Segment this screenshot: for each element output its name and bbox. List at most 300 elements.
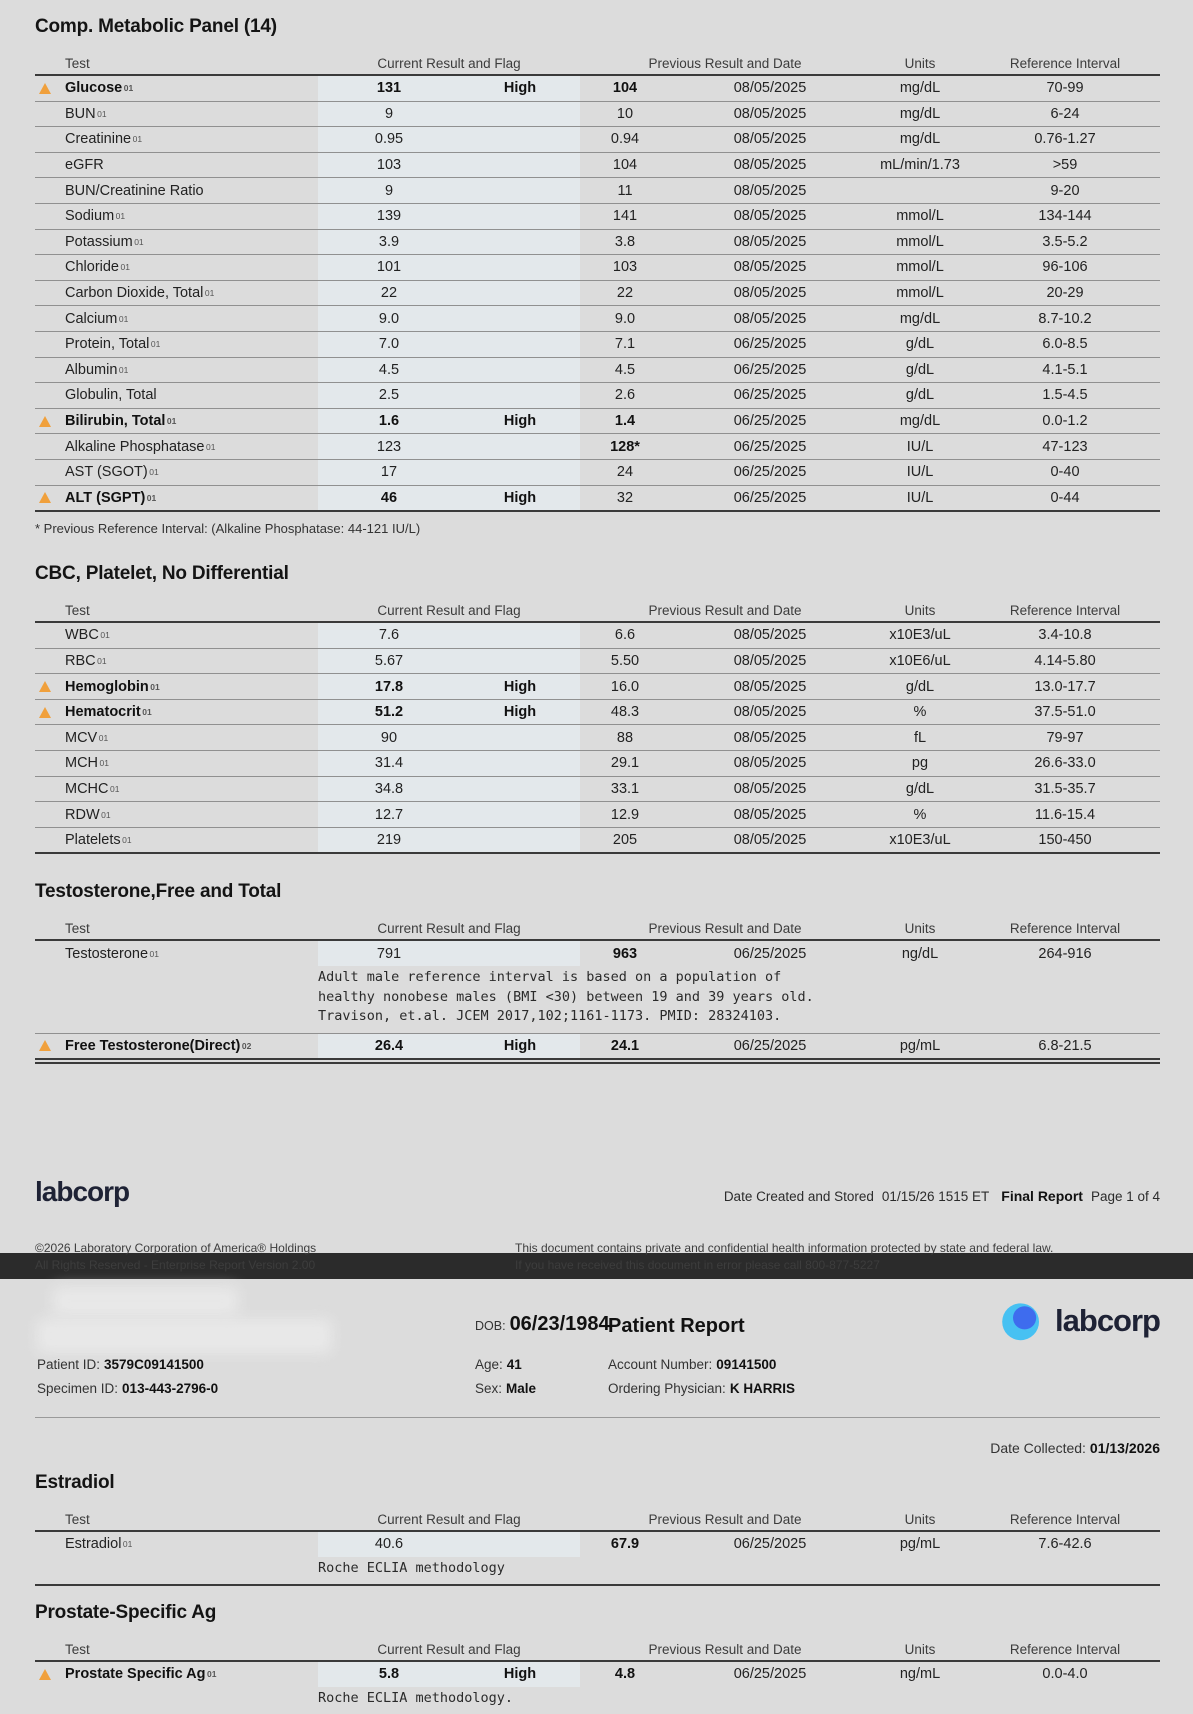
current-result: 3.9 (318, 230, 460, 255)
flag-marker-cell (35, 486, 65, 511)
section-title: Prostate-Specific Ag (35, 1602, 217, 1624)
result-flag (460, 127, 580, 152)
flag-marker-cell (35, 358, 65, 383)
previous-date: 08/05/2025 (733, 678, 807, 695)
result-note: Roche ECLIA methodology. (318, 1689, 514, 1706)
current-result: 103 (318, 153, 460, 178)
units: IU/L (906, 464, 934, 481)
previous-result: 963 (612, 945, 638, 962)
flag-marker-cell (35, 281, 65, 306)
column-header-reference-interval: Reference Interval (1009, 1512, 1121, 1527)
lab-result-section (35, 563, 1160, 854)
reference-interval: 0.0-1.2 (1042, 413, 1088, 430)
result-flag: High (460, 486, 580, 511)
current-result: 1.6 (318, 409, 460, 434)
previous-result: 103 (612, 259, 638, 276)
reference-interval: 0-40 (1050, 464, 1080, 481)
previous-result: 3.8 (614, 233, 636, 250)
copyright-block (35, 1240, 316, 1273)
previous-result: 24.1 (610, 1037, 640, 1054)
reference-interval: 3.5-5.2 (1042, 233, 1088, 250)
result-flag: High (460, 674, 580, 699)
high-flag-icon (39, 707, 51, 718)
section-title: CBC, Platelet, No Differential (35, 563, 289, 585)
column-header-units: Units (904, 603, 936, 619)
test-name: Free Testosterone(Direct) 02 (65, 1037, 252, 1054)
result-flag (460, 1532, 580, 1557)
result-flag: High (460, 700, 580, 725)
previous-result: 141 (612, 208, 638, 225)
test-name: Estradiol 01 (65, 1536, 133, 1553)
result-flag: High (460, 76, 580, 101)
units: % (913, 704, 927, 721)
previous-date: 06/25/2025 (733, 489, 807, 506)
current-result: 40.6 (318, 1532, 460, 1557)
previous-date: 08/05/2025 (733, 704, 807, 721)
patient-header (35, 1291, 1160, 1413)
flag-marker-cell (35, 1662, 65, 1687)
test-name: Hemoglobin 01 (65, 678, 160, 695)
sex-value: Male (506, 1381, 537, 1396)
current-result: 4.5 (318, 358, 460, 383)
table-row (35, 127, 1160, 153)
result-note: Adult male reference interval is based on a population of healthy nonobese males (BMI <30) between 19 and 39 years old. Travison, et.al. JCEM 2017,102;1161-1173. PMID: 28324103. (318, 969, 814, 1025)
privacy-block (515, 1240, 1160, 1273)
test-name: Protein, Total 01 (65, 336, 161, 353)
result-flag: High (460, 409, 580, 434)
note-row (35, 1557, 1160, 1587)
table-row (35, 725, 1160, 751)
test-name: Glucose 01 (65, 80, 134, 97)
units: mg/dL (899, 413, 941, 430)
previous-date: 08/05/2025 (733, 233, 807, 250)
column-header-current-result: Current Result and Flag (377, 1642, 521, 1658)
estradiol-psa-sections-mount (35, 1472, 1160, 1714)
current-result: 139 (318, 204, 460, 229)
column-header-units: Units (904, 1512, 936, 1527)
cbc-testosterone-sections-mount (35, 563, 1160, 1064)
test-name: BUN/Creatinine Ratio (65, 182, 204, 199)
date-collected-value: 01/13/2026 (1089, 1440, 1160, 1456)
reference-interval: 70-99 (1046, 80, 1084, 97)
previous-result: 67.9 (610, 1536, 640, 1553)
test-name: Carbon Dioxide, Total 01 (65, 285, 215, 302)
date-created-value: 01/15/26 1515 ET (881, 1189, 990, 1205)
units: g/dL (905, 361, 935, 378)
physician-label: Ordering Physician: (608, 1381, 726, 1396)
privacy-line2: If you have received this document in error please call 800-877-5227 (515, 1257, 880, 1272)
table-row (35, 460, 1160, 486)
column-header-test: Test (65, 1512, 90, 1527)
table-row (35, 178, 1160, 204)
units: ng/mL (899, 1666, 941, 1683)
result-flag (460, 306, 580, 331)
previous-date: 08/05/2025 (733, 105, 807, 122)
previous-date: 08/05/2025 (733, 729, 807, 746)
section-title: Comp. Metabolic Panel (14) (35, 16, 277, 37)
previous-result: 12.9 (610, 806, 640, 823)
table-row (35, 751, 1160, 777)
previous-date: 06/25/2025 (733, 413, 807, 430)
table-row (35, 623, 1160, 649)
flag-marker-cell (35, 623, 65, 648)
column-header-current-result: Current Result and Flag (377, 603, 521, 619)
previous-result: 1.4 (614, 413, 636, 430)
previous-result: 33.1 (610, 780, 640, 797)
specimen-label: Specimen ID: (37, 1381, 119, 1396)
previous-date: 08/05/2025 (733, 627, 807, 644)
results-table (35, 600, 1160, 854)
previous-date: 08/05/2025 (733, 755, 807, 772)
flag-marker-cell (35, 127, 65, 152)
test-name: AST (SGOT) 01 (65, 464, 159, 481)
flag-marker-cell (35, 649, 65, 674)
test-name: Potassium 01 (65, 233, 144, 250)
units: g/dL (905, 336, 935, 353)
table-row (35, 383, 1160, 409)
test-name: Globulin, Total (65, 387, 157, 404)
flag-marker-cell (35, 802, 65, 827)
result-flag (460, 725, 580, 750)
previous-result: 7.1 (614, 336, 636, 353)
results-table (35, 1639, 1160, 1714)
test-name: Chloride 01 (65, 259, 130, 276)
previous-date: 06/25/2025 (733, 1666, 807, 1683)
current-result: 17 (318, 460, 460, 485)
table-row (35, 230, 1160, 256)
previous-date: 06/25/2025 (733, 1037, 807, 1054)
units: mg/dL (899, 105, 941, 122)
column-header-reference-interval: Reference Interval (1009, 921, 1121, 937)
result-flag (460, 204, 580, 229)
previous-date: 08/05/2025 (733, 310, 807, 327)
previous-result: 104 (612, 80, 638, 97)
reference-interval: 264-916 (1038, 945, 1092, 962)
flag-marker-cell (35, 255, 65, 280)
table-row (35, 255, 1160, 281)
units: ng/dL (901, 945, 939, 962)
flag-marker-cell (35, 751, 65, 776)
flag-marker-cell (35, 306, 65, 331)
note-row (35, 1687, 1160, 1714)
test-name: Prostate Specific Ag 01 (65, 1666, 217, 1683)
test-name: ALT (SGPT) 01 (65, 489, 157, 506)
account-field (608, 1357, 776, 1372)
previous-result: 0.94 (610, 131, 640, 148)
previous-result: 29.1 (610, 755, 640, 772)
sex-field (475, 1381, 536, 1396)
units: x10E6/uL (889, 652, 951, 669)
reference-interval: 0.0-4.0 (1042, 1666, 1088, 1683)
lab-result-section (35, 1472, 1160, 1586)
previous-result: 32 (616, 489, 634, 506)
column-header-previous-result: Previous Result and Date (648, 603, 802, 619)
table-header-row (35, 918, 1160, 941)
table-row (35, 1532, 1160, 1557)
patient-id-label: Patient ID: (37, 1357, 101, 1372)
units: pg/mL (899, 1536, 941, 1553)
page-number: Page 1 of 4 (1090, 1189, 1160, 1205)
reference-interval: 150-450 (1038, 832, 1092, 849)
previous-date: 06/25/2025 (733, 464, 807, 481)
reference-interval: 20-29 (1046, 285, 1084, 302)
reference-interval: 7.6-42.6 (1038, 1536, 1092, 1553)
flag-marker-cell (35, 102, 65, 127)
reference-interval: 134-144 (1038, 208, 1092, 225)
reference-interval: 8.7-10.2 (1038, 310, 1092, 327)
result-flag (460, 751, 580, 776)
reference-interval: 26.6-33.0 (1034, 755, 1096, 772)
table-header-row (35, 1509, 1160, 1532)
previous-date: 06/25/2025 (733, 945, 807, 962)
previous-date: 06/25/2025 (733, 361, 807, 378)
result-flag (460, 153, 580, 178)
date-created-line (724, 1188, 1160, 1208)
column-header-units: Units (904, 56, 936, 71)
result-flag (460, 434, 580, 459)
table-row (35, 153, 1160, 179)
previous-result: 16.0 (610, 678, 640, 695)
current-result: 791 (318, 941, 460, 966)
physician-field (608, 1381, 795, 1396)
previous-result: 48.3 (610, 704, 640, 721)
header-divider (35, 1417, 1160, 1418)
previous-date: 08/05/2025 (733, 652, 807, 669)
column-header-reference-interval: Reference Interval (1009, 603, 1121, 619)
units (870, 178, 970, 203)
flag-marker-cell (35, 178, 65, 203)
account-label: Account Number: (608, 1357, 713, 1372)
test-name: MCH 01 (65, 755, 109, 772)
reference-interval: 4.1-5.1 (1042, 361, 1088, 378)
current-result: 22 (318, 281, 460, 306)
flag-marker-cell (35, 700, 65, 725)
result-flag (460, 230, 580, 255)
current-result: 5.67 (318, 649, 460, 674)
previous-date: 08/05/2025 (733, 208, 807, 225)
column-header-units: Units (904, 921, 936, 937)
reference-interval: 4.14-5.80 (1034, 652, 1096, 669)
units: mmol/L (896, 233, 944, 250)
column-header-previous-result: Previous Result and Date (648, 921, 802, 937)
table-row (35, 1662, 1160, 1687)
table-row (35, 941, 1160, 966)
sex-label: Sex: (475, 1381, 503, 1396)
previous-result: 22 (616, 285, 634, 302)
test-name: Bilirubin, Total 01 (65, 413, 177, 430)
page1-legal-footer (35, 1240, 1160, 1273)
table-row (35, 434, 1160, 460)
table-row (35, 409, 1160, 435)
units: g/dL (905, 678, 935, 695)
lab-result-section (35, 16, 1160, 512)
redacted-patient-name (53, 1287, 238, 1315)
table-header-row (35, 600, 1160, 623)
result-flag (460, 255, 580, 280)
result-flag (460, 178, 580, 203)
previous-result: 24 (616, 464, 634, 481)
result-flag (460, 358, 580, 383)
column-header-previous-result: Previous Result and Date (648, 1642, 802, 1658)
table-header-row (35, 1639, 1160, 1662)
units: IU/L (906, 489, 934, 506)
table-row (35, 281, 1160, 307)
table-row (35, 674, 1160, 700)
test-name: MCHC 01 (65, 780, 120, 797)
previous-date: 06/25/2025 (733, 438, 807, 455)
flag-marker-cell (35, 777, 65, 802)
units: mmol/L (896, 208, 944, 225)
specimen-field (37, 1381, 218, 1396)
table-row (35, 700, 1160, 726)
flag-marker-cell (35, 1532, 65, 1557)
flag-marker-cell (35, 204, 65, 229)
reference-interval: 79-97 (1046, 729, 1084, 746)
result-flag (460, 802, 580, 827)
current-result: 5.8 (318, 1662, 460, 1687)
reference-interval: >59 (1052, 157, 1078, 174)
reference-interval: 1.5-4.5 (1042, 387, 1088, 404)
note-row (35, 966, 1160, 1034)
units: mL/min/1.73 (880, 157, 960, 174)
units: mmol/L (896, 259, 944, 276)
patient-id-field (37, 1357, 204, 1372)
current-result: 51.2 (318, 700, 460, 725)
date-created-label: Date Created and Stored (723, 1189, 874, 1205)
column-header-test: Test (65, 1642, 90, 1658)
lab-result-section (35, 1602, 1160, 1714)
reference-interval: 13.0-17.7 (1034, 678, 1096, 695)
previous-date: 06/25/2025 (733, 387, 807, 404)
flag-marker-cell (35, 434, 65, 459)
column-header-reference-interval: Reference Interval (1009, 1642, 1121, 1658)
previous-date: 08/05/2025 (733, 157, 807, 174)
test-name: Sodium 01 (65, 208, 126, 225)
units: % (913, 806, 927, 823)
labcorp-logo-icon (999, 1297, 1047, 1345)
table-row (35, 649, 1160, 675)
current-result: 219 (318, 828, 460, 853)
lab-report-page-2 (0, 1279, 1193, 1706)
current-result: 7.6 (318, 623, 460, 648)
column-header-test: Test (65, 56, 90, 71)
current-result: 9 (318, 102, 460, 127)
flag-marker-cell (35, 153, 65, 178)
reference-interval: 0-44 (1050, 489, 1080, 506)
previous-date: 08/05/2025 (733, 131, 807, 148)
previous-result: 11 (617, 182, 633, 199)
column-header-current-result: Current Result and Flag (377, 1512, 521, 1527)
flag-marker-cell (35, 383, 65, 408)
current-result: 131 (318, 76, 460, 101)
result-flag (460, 281, 580, 306)
current-result: 12.7 (318, 802, 460, 827)
column-header-current-result: Current Result and Flag (377, 56, 521, 71)
reference-interval: 9-20 (1050, 182, 1080, 199)
units: g/dL (905, 387, 935, 404)
page-title: Patient Report (608, 1315, 745, 1337)
flag-marker-cell (35, 230, 65, 255)
table-row (35, 777, 1160, 803)
reference-interval: 6-24 (1050, 105, 1080, 122)
column-header-test: Test (65, 603, 90, 619)
table-row (35, 332, 1160, 358)
table-header-row (35, 53, 1160, 76)
test-name: Calcium 01 (65, 310, 129, 327)
previous-date: 08/05/2025 (733, 832, 807, 849)
current-result: 31.4 (318, 751, 460, 776)
current-result: 46 (318, 486, 460, 511)
table-row (35, 828, 1160, 855)
dob-field (475, 1313, 610, 1336)
dob-value: 06/23/1984 (509, 1313, 610, 1335)
flag-marker-cell (35, 1034, 65, 1059)
test-name: RBC 01 (65, 652, 107, 669)
previous-result: 205 (612, 832, 638, 849)
previous-result: 5.50 (610, 652, 640, 669)
reference-interval: 96-106 (1042, 259, 1088, 276)
result-flag (460, 623, 580, 648)
date-collected-label: Date Collected: (990, 1440, 1086, 1456)
previous-date: 08/05/2025 (733, 806, 807, 823)
test-name: BUN 01 (65, 105, 107, 122)
result-note: Roche ECLIA methodology (318, 1559, 505, 1576)
date-collected-line (35, 1440, 1160, 1456)
reference-interval: 6.0-8.5 (1042, 336, 1088, 353)
current-result: 0.95 (318, 127, 460, 152)
table-row (35, 1034, 1160, 1061)
units: mmol/L (896, 285, 944, 302)
age-value: 41 (506, 1357, 522, 1372)
labcorp-wordmark: labcorp (1055, 1303, 1160, 1338)
units: IU/L (906, 438, 934, 455)
privacy-line1: This document contains private and confidential health information protected by state and federal law. (515, 1241, 1054, 1256)
page1-footer (35, 1176, 1160, 1208)
high-flag-icon (39, 416, 51, 427)
result-flag: High (460, 1662, 580, 1687)
column-header-previous-result: Previous Result and Date (648, 1512, 802, 1527)
high-flag-icon (39, 1040, 51, 1051)
reference-interval: 37.5-51.0 (1034, 704, 1096, 721)
test-name: Hematocrit 01 (65, 704, 152, 721)
test-name: eGFR (65, 157, 104, 174)
physician-value: K HARRIS (729, 1381, 796, 1396)
result-flag (460, 828, 580, 853)
units: mg/dL (899, 80, 941, 97)
table-row (35, 358, 1160, 384)
final-report-label: Final Report (1001, 1188, 1083, 1205)
previous-result: 128* (610, 438, 640, 455)
previous-date: 08/05/2025 (733, 80, 807, 97)
copyright-line2: All Rights Reserved - Enterprise Report Version 2.00 (35, 1257, 316, 1272)
flag-marker-cell (35, 332, 65, 357)
copyright-line1: ©2026 Laboratory Corporation of America® Holdings (35, 1241, 317, 1256)
current-result: 7.0 (318, 332, 460, 357)
flag-marker-cell (35, 674, 65, 699)
table-row (35, 76, 1160, 102)
results-table (35, 918, 1160, 1064)
table-row (35, 306, 1160, 332)
current-result: 26.4 (318, 1034, 460, 1059)
results-table (35, 1509, 1160, 1586)
current-result: 123 (318, 434, 460, 459)
previous-result: 4.5 (614, 361, 636, 378)
labcorp-wordmark: labcorp (35, 1176, 130, 1208)
current-result: 17.8 (318, 674, 460, 699)
column-header-reference-interval: Reference Interval (1009, 56, 1121, 71)
lab-result-section (35, 881, 1160, 1064)
test-name: Alkaline Phosphatase 01 (65, 438, 216, 455)
